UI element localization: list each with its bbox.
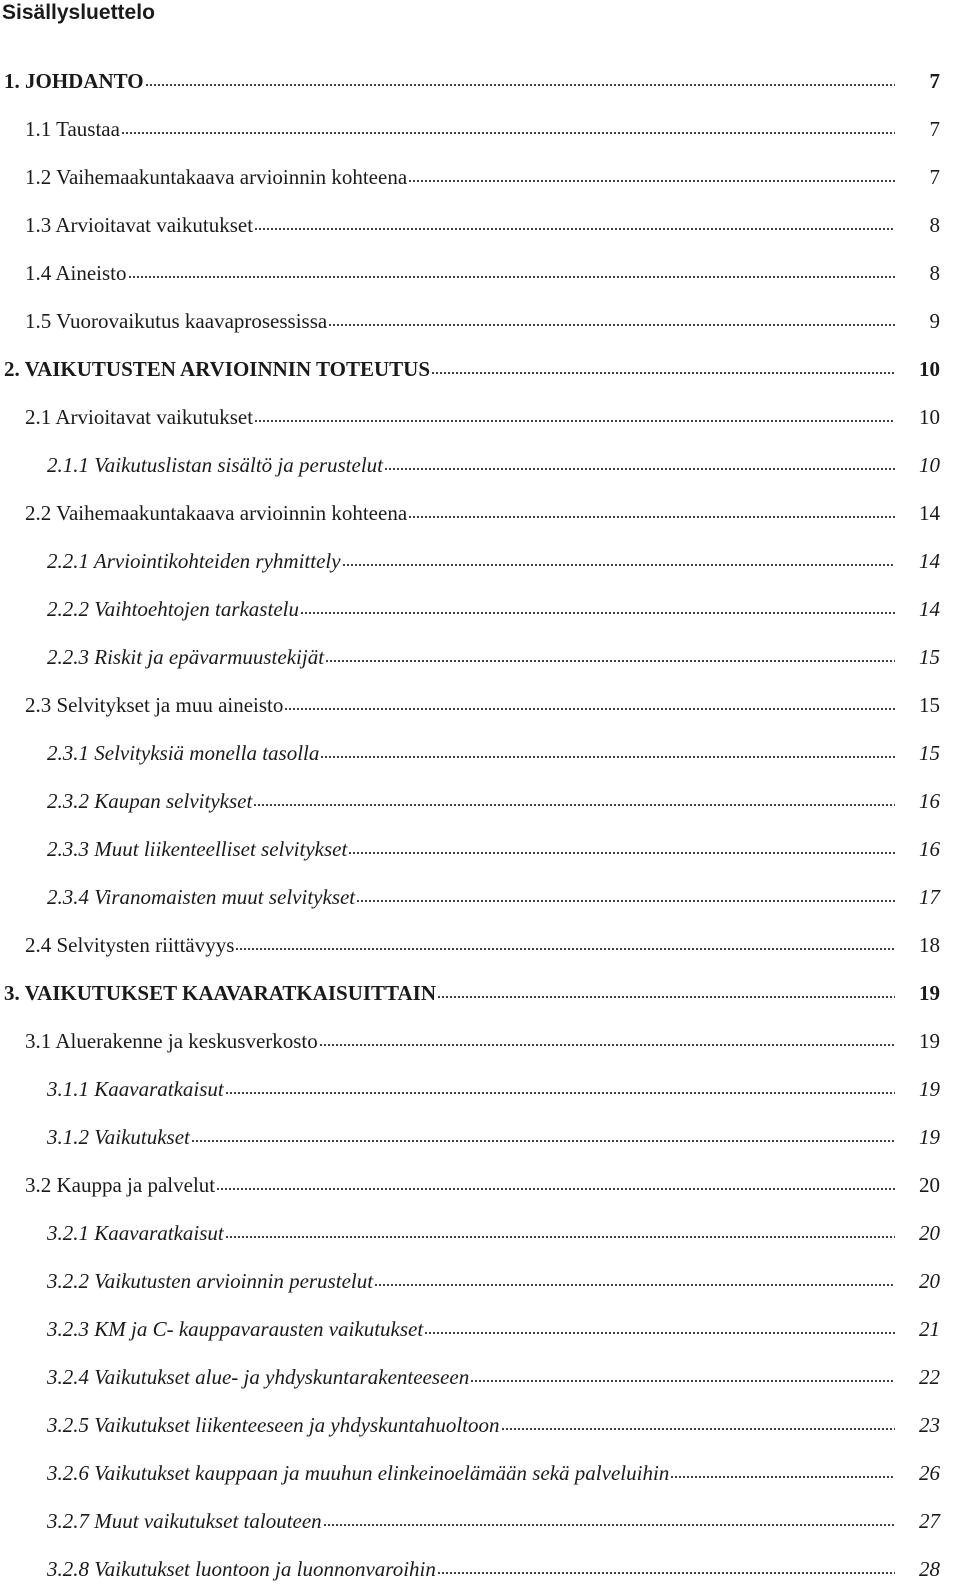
- toc-entry-label: 1.2 Vaihemaakuntakaava arvioinnin kohteena: [25, 165, 408, 189]
- toc-entry-page-number: 14: [919, 501, 940, 525]
- toc-entry-page-number: 26: [919, 1461, 940, 1485]
- toc-entry-label: 3. VAIKUTUKSET KAAVARATKAISUITTAIN: [4, 981, 436, 1005]
- toc-entry-label: 1. JOHDANTO: [4, 69, 144, 93]
- toc-entry-label: 1.3 Arvioitavat vaikutukset: [25, 213, 254, 237]
- toc-entry-label: 2.2.2 Vaihtoehtojen tarkastelu: [47, 597, 299, 621]
- dot-leader: [235, 947, 895, 951]
- toc-entry-page-number: 23: [919, 1413, 940, 1437]
- toc-entry-label: 2. VAIKUTUSTEN ARVIOINNIN TOTEUTUS: [4, 357, 431, 381]
- toc-entry-page-number: 22: [919, 1365, 940, 1389]
- toc-entry-label: 2.1 Arvioitavat vaikutukset: [25, 405, 254, 429]
- toc-entry[interactable]: [0, 680, 960, 728]
- dot-leader: [225, 1235, 895, 1239]
- toc-entry-page-number: 8: [929, 213, 940, 237]
- toc-entry-label: 3.2.6 Vaikutukset kauppaan ja muuhun elinkeinoelämään sekä palveluihin: [47, 1461, 670, 1485]
- toc-entry[interactable]: [0, 56, 960, 104]
- toc-entry-label: 3.2 Kauppa ja palvelut: [25, 1173, 216, 1197]
- page-title: Sisällysluettelo: [2, 1, 155, 24]
- dot-leader: [424, 1331, 895, 1335]
- dot-leader: [225, 1091, 895, 1095]
- dot-leader: [128, 275, 895, 279]
- toc-entry[interactable]: [0, 1304, 960, 1352]
- toc-entry-label: 3.2.7 Muut vaikutukset talouteen: [47, 1509, 322, 1533]
- toc-entry-page-number: 14: [919, 549, 940, 573]
- toc-entry-label: 3.1.1 Kaavaratkaisut: [47, 1077, 224, 1101]
- dot-leader: [348, 851, 895, 855]
- toc-entry-page-number: 19: [919, 1029, 940, 1053]
- toc-entry[interactable]: [0, 1400, 960, 1448]
- toc-entry-page-number: 9: [929, 309, 940, 333]
- dot-leader: [145, 83, 895, 87]
- dot-leader: [374, 1283, 895, 1287]
- toc-entry[interactable]: [0, 872, 960, 920]
- toc-entry-label: 2.3.4 Viranomaisten muut selvitykset: [47, 885, 356, 909]
- toc-entry-label: 3.2.8 Vaikutukset luontoon ja luonnonvaroihin: [47, 1557, 436, 1581]
- toc-entry[interactable]: [0, 488, 960, 536]
- toc-entry[interactable]: [0, 1256, 960, 1304]
- toc-entry-label: 3.2.5 Vaikutukset liikenteeseen ja yhdyskuntahuoltoon: [47, 1413, 500, 1437]
- toc-entry-page-number: 27: [919, 1509, 940, 1533]
- toc-entry-label: 2.3 Selvitykset ja muu aineisto: [25, 693, 284, 717]
- dot-leader: [191, 1139, 895, 1143]
- toc-entry-page-number: 15: [919, 645, 940, 669]
- toc-entry[interactable]: [0, 1448, 960, 1496]
- dot-leader: [408, 515, 895, 519]
- toc-entry-page-number: 18: [919, 933, 940, 957]
- toc-entry[interactable]: [0, 536, 960, 584]
- toc-entry[interactable]: [0, 440, 960, 488]
- toc-entry-label: 1.5 Vuorovaikutus kaavaprosessissa: [25, 309, 328, 333]
- toc-entry-page-number: 10: [919, 405, 940, 429]
- toc-entry-page-number: 28: [919, 1557, 940, 1581]
- toc-entry-label: 3.1 Aluerakenne ja keskusverkosto: [25, 1029, 318, 1053]
- toc-entry-label: 2.2.3 Riskit ja epävarmuustekijät: [47, 645, 325, 669]
- toc-entry-page-number: 8: [929, 261, 940, 285]
- toc-entry[interactable]: [0, 392, 960, 440]
- toc-entry[interactable]: [0, 968, 960, 1016]
- toc-entry-label: 1.4 Aineisto: [25, 261, 127, 285]
- dot-leader: [431, 371, 895, 375]
- toc-entry-page-number: 19: [919, 1125, 940, 1149]
- toc-entry[interactable]: [0, 248, 960, 296]
- toc-entry[interactable]: [0, 1208, 960, 1256]
- toc-entry[interactable]: [0, 728, 960, 776]
- dot-leader: [319, 1043, 895, 1047]
- toc-entry[interactable]: [0, 1064, 960, 1112]
- toc-entry-page-number: 19: [919, 981, 940, 1005]
- toc-entry-label: 2.2 Vaihemaakuntakaava arvioinnin kohteena: [25, 501, 408, 525]
- toc-entry[interactable]: [0, 584, 960, 632]
- toc-entry-label: 3.2.4 Vaikutukset alue- ja yhdyskuntarakenteeseen: [47, 1365, 470, 1389]
- toc-entry-page-number: 14: [919, 597, 940, 621]
- dot-leader: [216, 1187, 895, 1191]
- dot-leader: [470, 1379, 895, 1383]
- toc-entry-page-number: 7: [929, 117, 940, 141]
- dot-leader: [254, 419, 895, 423]
- toc-entry[interactable]: [0, 824, 960, 872]
- toc-entry-label: 2.2.1 Arviointikohteiden ryhmittely: [47, 549, 341, 573]
- dot-leader: [437, 995, 895, 999]
- toc-entry[interactable]: [0, 632, 960, 680]
- toc-entry-page-number: 20: [919, 1269, 940, 1293]
- toc-entry-label: 2.3.1 Selvityksiä monella tasolla: [47, 741, 320, 765]
- toc-entry[interactable]: [0, 296, 960, 344]
- toc-entry[interactable]: [0, 776, 960, 824]
- dot-leader: [121, 131, 895, 135]
- toc-entry[interactable]: [0, 200, 960, 248]
- dot-leader: [501, 1427, 895, 1431]
- toc-entry-page-number: 16: [919, 837, 940, 861]
- toc-entry[interactable]: [0, 104, 960, 152]
- dot-leader: [300, 611, 895, 615]
- toc-entry-page-number: 20: [919, 1173, 940, 1197]
- toc-entry-label: 3.1.2 Vaikutukset: [47, 1125, 190, 1149]
- toc-entry-label: 2.1.1 Vaikutuslistan sisältö ja perustelut: [47, 453, 384, 477]
- toc-entry-label: 2.3.2 Kaupan selvitykset: [47, 789, 253, 813]
- dot-leader: [342, 563, 895, 567]
- toc-entry-label: 3.2.3 KM ja C- kauppavarausten vaikutukset: [47, 1317, 424, 1341]
- toc-entry-label: 1.1 Taustaa: [25, 117, 120, 141]
- dot-leader: [253, 803, 895, 807]
- toc-entry-page-number: 15: [919, 693, 940, 717]
- toc-entry[interactable]: [0, 152, 960, 200]
- toc-entry-page-number: 19: [919, 1077, 940, 1101]
- dot-leader: [284, 707, 895, 711]
- toc-entry-page-number: 17: [919, 885, 940, 909]
- toc-entry-page-number: 16: [919, 789, 940, 813]
- toc-entry[interactable]: [0, 920, 960, 968]
- toc-entry[interactable]: [0, 344, 960, 392]
- dot-leader: [437, 1571, 895, 1575]
- toc-entry-label: 2.4 Selvitysten riittävyys: [25, 933, 235, 957]
- dot-leader: [384, 467, 895, 471]
- toc-entry[interactable]: [0, 1496, 960, 1544]
- dot-leader: [408, 179, 895, 183]
- toc-entry[interactable]: [0, 1016, 960, 1064]
- dot-leader: [254, 227, 895, 231]
- dot-leader: [325, 659, 895, 663]
- toc-entry-label: 3.2.2 Vaikutusten arvioinnin perustelut: [47, 1269, 374, 1293]
- toc-entry-label: 2.3.3 Muut liikenteelliset selvitykset: [47, 837, 348, 861]
- toc-entry[interactable]: [0, 1544, 960, 1592]
- dot-leader: [323, 1523, 895, 1527]
- toc-entry[interactable]: [0, 1112, 960, 1160]
- toc-entry-page-number: 20: [919, 1221, 940, 1245]
- toc-entry-page-number: 7: [929, 165, 940, 189]
- dot-leader: [670, 1475, 895, 1479]
- dot-leader: [356, 899, 895, 903]
- toc-entry-page-number: 21: [919, 1317, 940, 1341]
- dot-leader: [320, 755, 895, 759]
- toc-entry[interactable]: [0, 1160, 960, 1208]
- toc-entry-page-number: 10: [919, 453, 940, 477]
- toc-entry-page-number: 15: [919, 741, 940, 765]
- toc-entry-label: 3.2.1 Kaavaratkaisut: [47, 1221, 224, 1245]
- toc-entry[interactable]: [0, 1352, 960, 1400]
- toc-entry-page-number: 7: [929, 69, 940, 93]
- table-of-contents: [0, 56, 960, 1592]
- toc-entry-page-number: 10: [919, 357, 940, 381]
- dot-leader: [328, 323, 895, 327]
